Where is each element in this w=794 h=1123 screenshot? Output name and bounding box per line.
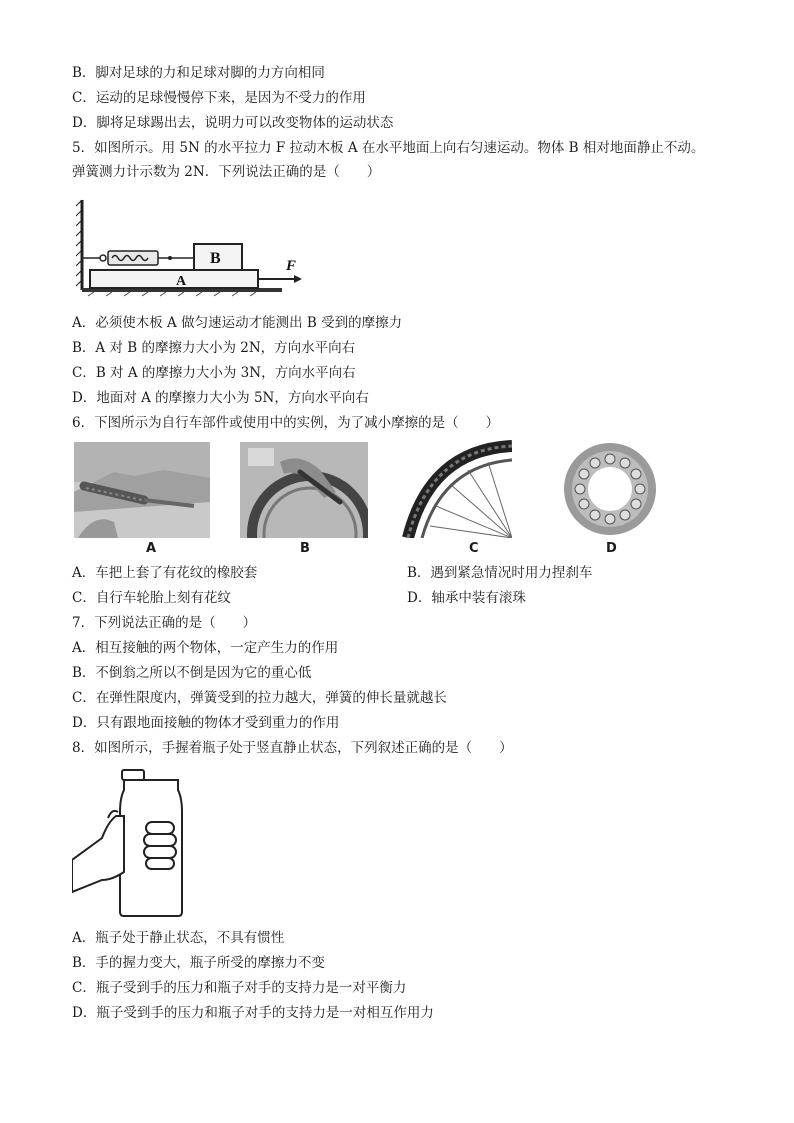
- q8-stem: 8．如图所示，手握着瓶子处于竖直静止状态，下列叙述正确的是（ ）: [72, 740, 513, 756]
- q7-option-b: B．不倒翁之所以不倒是因为它的重心低: [72, 665, 312, 681]
- q7-option-a: A．相互接触的两个物体，一定产生力的作用: [72, 640, 339, 656]
- q5-option-c: C．B 对 A 的摩擦力大小为 3N，方向水平向右: [72, 365, 356, 381]
- q6-label-a: A: [146, 541, 157, 556]
- q5-stem-line2: 弹簧测力计示数为 2N．下列说法正确的是（ ）: [72, 164, 381, 180]
- q4-option-d: D．脚将足球踢出去，说明力可以改变物体的运动状态: [72, 115, 394, 131]
- q8-option-c: C．瓶子受到手的压力和瓶子对手的支持力是一对平衡力: [72, 980, 407, 996]
- q5-option-d: D．地面对 A 的摩擦力大小为 5N，方向水平向右: [72, 390, 369, 406]
- q6-photo-c: [400, 440, 512, 538]
- q6-stem: 6．下图所示为自行车部件或使用中的实例，为了减小摩擦的是（ ）: [72, 415, 500, 431]
- q7-stem: 7．下列说法正确的是（ ）: [72, 615, 257, 631]
- q8-option-a: A．瓶子处于静止状态，不具有惯性: [72, 930, 285, 946]
- q5-stem-line1: 5．如图所示。用 5N 的水平拉力 F 拉动木板 A 在水平地面上向右匀速运动。物体 B 相对地面静止不动。: [72, 140, 705, 156]
- q5-label-b: B: [210, 250, 221, 267]
- q6-option-d: D．轴承中装有滚珠: [407, 590, 526, 606]
- q6-label-c: C: [469, 541, 479, 556]
- q6-photo-d: [560, 440, 660, 538]
- q5-label-f: F: [286, 258, 297, 274]
- q4-option-b: B．脚对足球的力和足球对脚的力方向相同: [72, 65, 325, 81]
- q6-option-c: C．自行车轮胎上刻有花纹: [72, 590, 231, 606]
- q7-option-c: C．在弹性限度内，弹簧受到的拉力越大，弹簧的伸长量就越长: [72, 690, 447, 706]
- q5-spring-figure: [76, 192, 346, 300]
- q6-label-b: B: [300, 541, 310, 556]
- q6-option-b: B．遇到紧急情况时用力捏刹车: [407, 565, 593, 581]
- q8-option-b: B．手的握力变大，瓶子所受的摩擦力不变: [72, 955, 325, 971]
- q4-option-c: C．运动的足球慢慢停下来，是因为不受力的作用: [72, 90, 366, 106]
- q6-photo-a: [74, 442, 210, 538]
- q8-option-d: D．瓶子受到手的压力和瓶子对手的支持力是一对相互作用力: [72, 1005, 434, 1021]
- q7-option-d: D．只有跟地面接触的物体才受到重力的作用: [72, 715, 340, 731]
- q8-bottle-hand-figure: [72, 768, 188, 918]
- q5-option-b: B．A 对 B 的摩擦力大小为 2N，方向水平向右: [72, 340, 356, 356]
- q5-option-a: A．必须使木板 A 做匀速运动才能测出 B 受到的摩擦力: [72, 315, 403, 331]
- q6-option-a: A．车把上套了有花纹的橡胶套: [72, 565, 258, 581]
- q6-label-d: D: [606, 541, 617, 556]
- q5-label-a: A: [176, 274, 187, 289]
- q6-photo-b: [240, 442, 368, 538]
